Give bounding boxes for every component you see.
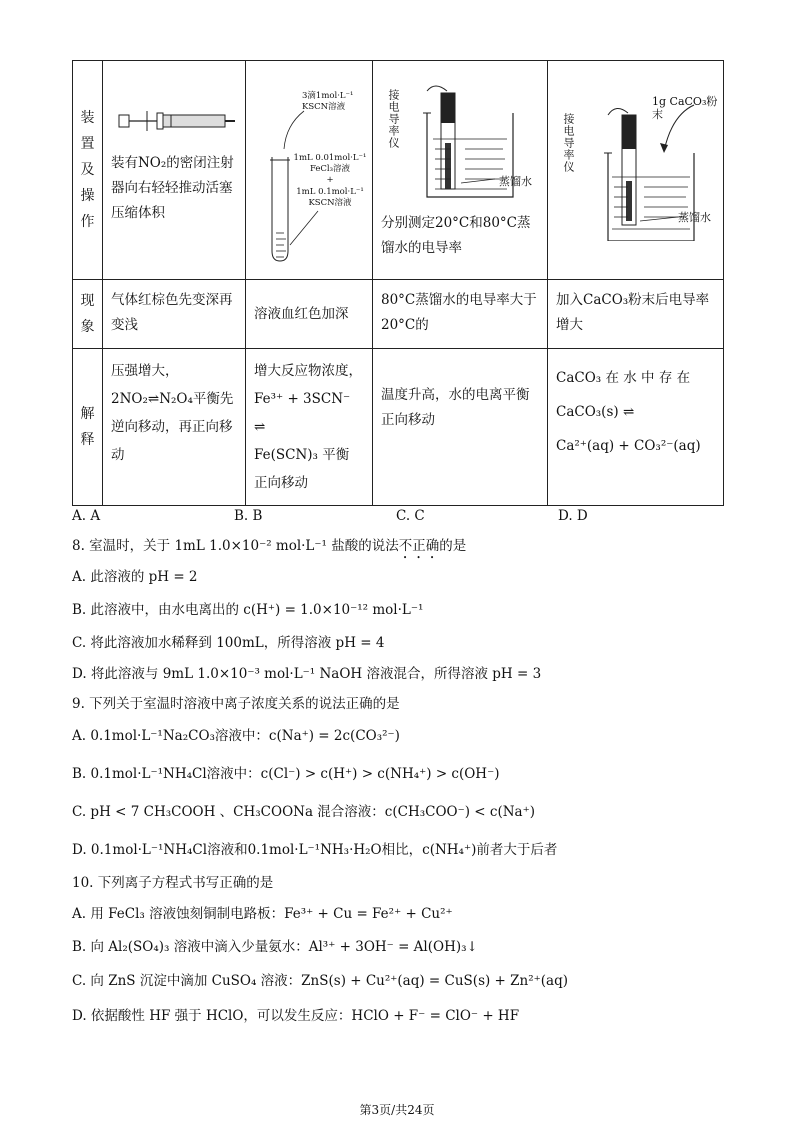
- cell-b-explanation: [246, 349, 373, 506]
- q9-option-a[interactable]: A. 0.1mol·L⁻¹Na₂CO₃溶液中：c(Na⁺) = 2c(CO₃²⁻): [72, 728, 400, 744]
- label-water-d: 蒸馏水: [678, 211, 711, 224]
- cell-c-explanation-text: 温度升高，水的电离平衡正向移动: [381, 387, 530, 428]
- q8-option-d[interactable]: D. 将此溶液与 9mL 1.0×10⁻³ mol·L⁻¹ NaOH 溶液混合，所得溶液 pH = 3: [72, 666, 542, 682]
- cell-b-explanation-line1: 增大反应物浓度，: [254, 363, 362, 379]
- cell-d-explanation-line3: Ca²⁺(aq) + CO₃²⁻(aq): [556, 438, 701, 454]
- q9-stem: 9. 下列关于室温时溶液中离子浓度关系的说法正确的是: [72, 696, 400, 712]
- cell-d-phenomenon-text: 加入CaCO₃粉末后电导率增大: [556, 292, 710, 333]
- q8-option-a[interactable]: A. 此溶液的 pH = 2: [72, 569, 198, 585]
- label-kscn-solution: 1mL 0.1mol·L⁻¹ KSCN溶液: [296, 187, 364, 208]
- row-head-explanation: [73, 349, 103, 506]
- cell-b-phenomenon: [246, 280, 373, 349]
- q8-stem-emphasis: 不正确: [398, 538, 440, 554]
- row-head-phenomenon: [73, 280, 103, 349]
- q9-option-c[interactable]: C. pH < 7 CH₃COOH 、CH₃COONa 混合溶液：c(CH₃COO⁻) < c(Na⁺): [72, 804, 535, 820]
- cell-d-apparatus: [548, 61, 724, 280]
- row-head-char: 置: [80, 136, 95, 152]
- cell-d-explanation-line2: CaCO₃(s) ⇌: [556, 404, 635, 420]
- q7-option-c[interactable]: C. C: [396, 508, 425, 524]
- q9-option-b[interactable]: B. 0.1mol·L⁻¹NH₄Cl溶液中：c(Cl⁻) > c(H⁺) > c(NH₄⁺) > c(OH⁻): [72, 766, 500, 782]
- row-head-char: 解: [80, 406, 95, 422]
- table-row-explanation: [73, 349, 724, 506]
- beaker-electrode-icon: [395, 73, 545, 213]
- label-meter-d: 接电导率仪: [562, 113, 575, 173]
- cell-a-apparatus-text: 装有NO₂的密闭注射器向右轻轻推动活塞压缩体积: [111, 155, 234, 221]
- cell-d-phenomenon: [548, 280, 724, 349]
- q8-option-c[interactable]: C. 将此溶液加水稀释到 100mL，所得溶液 pH = 4: [72, 635, 385, 651]
- cell-b-explanation-line4: 正向移动: [254, 475, 308, 491]
- q7-option-d[interactable]: D. D: [558, 508, 588, 524]
- cell-a-explanation: [103, 349, 246, 506]
- row-head-char: 作: [80, 214, 95, 230]
- row-head-char: 及: [80, 162, 95, 178]
- q9-option-d[interactable]: D. 0.1mol·L⁻¹NH₄Cl溶液和0.1mol·L⁻¹NH₃·H₂O相比，c(NH₄⁺)前者大于后者: [72, 842, 558, 858]
- cell-c-phenomenon: [373, 280, 548, 349]
- cell-b-explanation-line2: Fe³⁺ + 3SCN⁻ ⇌: [254, 391, 351, 435]
- table-row-phenomenon: [73, 280, 724, 349]
- q7-option-a[interactable]: A. A: [72, 508, 101, 524]
- q8-stem-pre: 8. 室温时，关于 1mL 1.0×10⁻² mol·L⁻¹ 盐酸的说法: [72, 538, 399, 554]
- page-footer: 第3页/共24页: [359, 1103, 435, 1117]
- cell-c-apparatus: [373, 61, 548, 280]
- cell-c-phenomenon-text: 80°C蒸馏水的电导率大于20°C的: [381, 292, 537, 333]
- q10-option-d[interactable]: D. 依据酸性 HF 强于 HClO，可以发生反应：HClO + F⁻ = ClO⁻ + HF: [72, 1008, 520, 1024]
- q10-option-b[interactable]: B. 向 Al₂(SO₄)₃ 溶液中滴入少量氨水：Al³⁺ + 3OH⁻ = Al(OH)₃↓: [72, 939, 478, 955]
- cell-b-apparatus: [246, 61, 373, 280]
- cell-a-phenomenon-text: 气体红棕色先变深再变浅: [111, 292, 233, 333]
- row-head-char: 象: [80, 319, 95, 335]
- cell-c-apparatus-text: 分别测定20°C和80°C蒸馏水的电导率: [381, 215, 531, 256]
- q8-stem-post: 的是: [439, 538, 467, 554]
- label-meter-c: 接电导率仪: [387, 89, 400, 149]
- label-plus: +: [326, 175, 334, 185]
- q10-option-c[interactable]: C. 向 ZnS 沉淀中滴加 CuSO₄ 溶液：ZnS(s) + Cu²⁺(aq) = CuS(s) + Zn²⁺(aq): [72, 973, 568, 989]
- label-water-c: 蒸馏水: [499, 175, 532, 188]
- experiment-table: [72, 60, 724, 506]
- q10-stem: 10. 下列离子方程式书写正确的是: [72, 875, 274, 891]
- label-fecl3: 1mL 0.01mol·L⁻¹ FeCl₃溶液: [293, 153, 367, 174]
- cell-d-explanation: [548, 349, 724, 506]
- row-head-char: 装: [80, 110, 95, 126]
- table-row-apparatus: [73, 61, 724, 280]
- q7-option-b[interactable]: B. B: [234, 508, 263, 524]
- label-caco3-powder: 1g CaCO₃粉末: [652, 95, 718, 121]
- row-head-char: 释: [80, 432, 95, 448]
- cell-c-explanation: [373, 349, 548, 506]
- syringe-icon: [113, 101, 241, 141]
- cell-a-phenomenon: [103, 280, 246, 349]
- cell-a-apparatus: [103, 61, 246, 280]
- label-kscn-drop: 3滴1mol·L⁻¹ KSCN溶液: [302, 91, 354, 112]
- q8-option-b[interactable]: B. 此溶液中，由水电离出的 c(H⁺) = 1.0×10⁻¹² mol·L⁻¹: [72, 602, 424, 618]
- row-head-char: 操: [80, 188, 95, 204]
- q8-stem: [72, 534, 466, 562]
- cell-a-explanation-text: 压强增大，2NO₂⇌N₂O₄平衡先逆向移动，再正向移动: [111, 363, 234, 463]
- row-head-char: 现: [80, 293, 95, 309]
- q10-option-a[interactable]: A. 用 FeCl₃ 溶液蚀刻铜制电路板：Fe³⁺ + Cu = Fe²⁺ + Cu²⁺: [72, 906, 453, 922]
- cell-b-explanation-line3: Fe(SCN)₃ 平衡: [254, 447, 350, 463]
- row-head-apparatus: [73, 61, 103, 280]
- cell-b-phenomenon-text: 溶液血红色加深: [254, 305, 349, 322]
- cell-d-explanation-line1: CaCO₃ 在 水 中 存 在: [556, 370, 691, 386]
